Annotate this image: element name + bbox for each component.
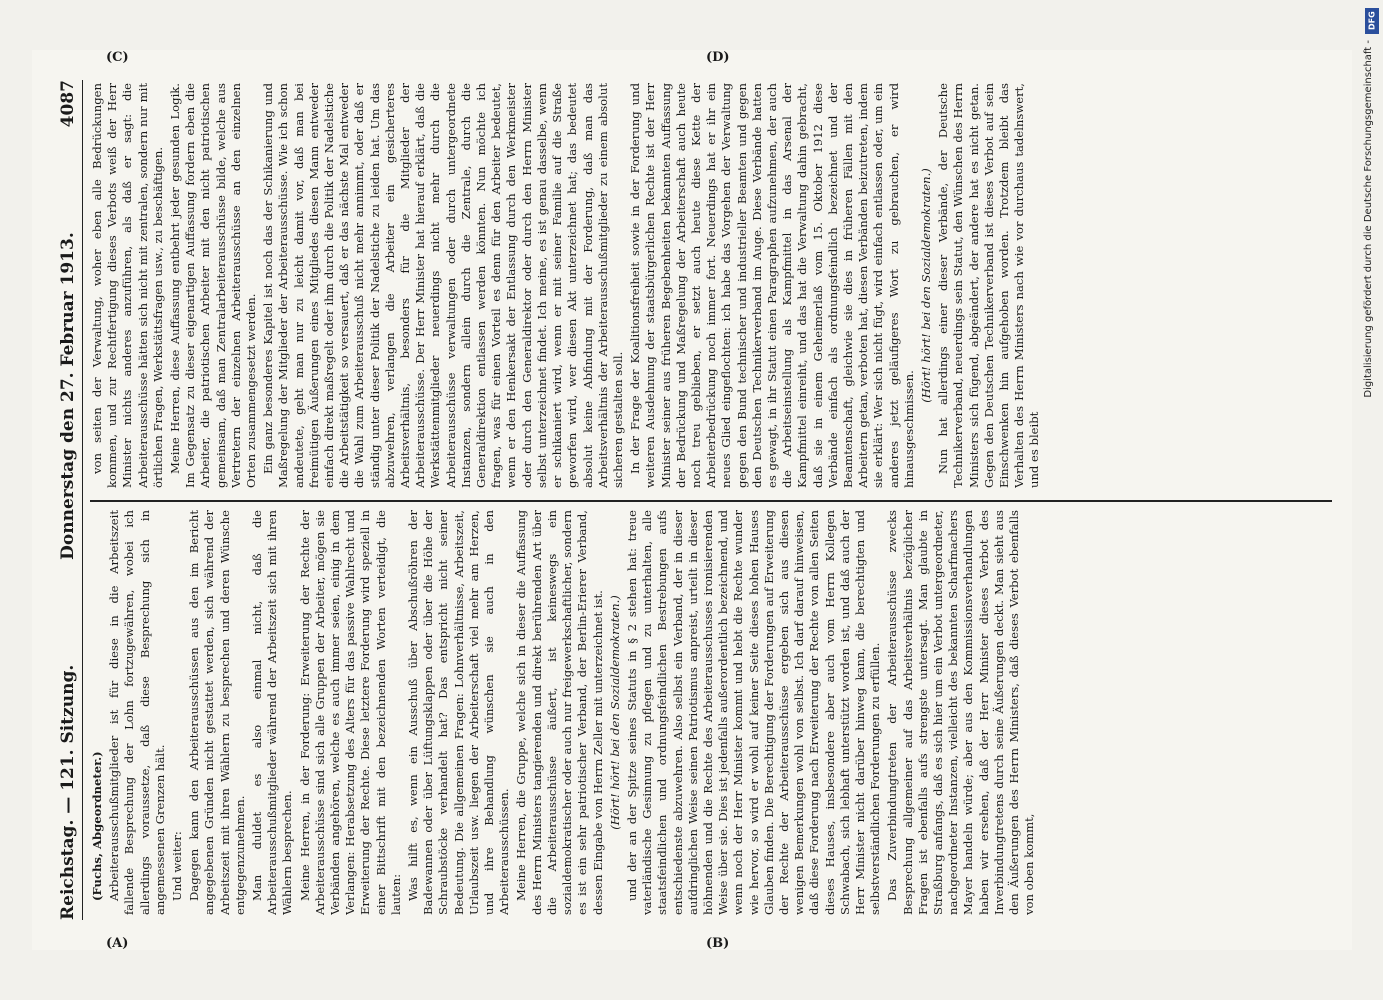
right-column-paragraph: Ein ganz besonderes Kapitel ist noch das der Schikanierung und Maßregelung der Mitglieder der Arbeiterausschüsse. Wie ich schon andeutete, geht man nur zu leicht damit vor, daß man bei freimütigen Äußerungen eines Mitgliedes diesen Mann entweder einfach direkt maßregelt oder ihm durch die Politik der Nadelstiche die Arbeitstätigkeit so versauert, daß er das nächste Mal entweder die Wahl zum Arbeiterausschuß nicht mehr annimmt, oder daß er ständig unter dieser Politik der Nadelstiche zu leiden hat. Um das abzuwehren, verlangen die Arbeiter ein gesicherteres Arbeitsverhältnis, besonders für die Mitglieder der Arbeiterausschüsse. Der Herr Minister hat hierauf erklärt, daß die Werkstättenmitglieder neuerdings nicht mehr durch die Arbeiterausschüsse verwaltungen oder durch untergeordnete Instanzen, sondern allein durch die Zentrale, durch die Generaldirektion entlassen werden könnten. Nun möchte ich fragen, was für einen Vorteil es denn für den Arbeiter bedeutet, wenn er den Henkersakt der Entlassung durch den Werkmeister oder durch den Generaldirektor oder durch den Herrn Minister selbst unterzeichnet findet. Ich meine, es ist genau dasselbe, wenn er schikaniert wird, wenn er mit seiner Familie auf die Straße geworfen wird, wer diesen Akt unterzeichnet hat; das bedeutet absolut keine Abfindung mit der Forderung, daß man das Arbeitsverhältnis der Arbeiterausschußmitglieder zu einem absolut sicheren gestalten soll. [260, 83, 625, 488]
left-column-paragraph: Arbeiterausschußmitglieder ist für diese in die Arbeitszeit fallende Besprechung der Lohn fortzugewähren, wobei ich allerdings voraussetze, daß diese Besprechung sich in angemessenen Grenzen hält. [106, 510, 167, 915]
right-column-paragraph: In der Frage der Koalitionsfreiheit sowie in der Forderung und weiteren Ausdehnung der staatsbürgerlichen Rechte ist der Herr Minister seiner aus früheren Begebenheiten bekannten Auffassung der Bedrückung und Maßregelung der Arbeiterschaft auch heute noch treu geblieben, er setzt auch heute diese Kette der Arbeiterbedrückung noch immer fort. Neuerdings hat er ihr ein neues Glied eingeflochten: ich habe das Vorgehen der Verwaltung gegen den Bund technischer und industrieller Beamten und gegen den Deutschen Technikerverband im Auge. Diese Verbände hatten es gewagt, in ihr Statut einen Paragraphen aufzunehmen, der auch die Arbeitseinstellung als Kampfmittel in das Arsenal der Kampfmittel einreiht, und das hat die Verwaltung dahin gebracht, daß sie in einem Geheimerlaß vom 15. Oktober 1912 diese Verbände einfach als ordnungsfeindlich bezeichnet und der Beamtenschaft, gleichwie sie dies in früheren Fällen mit den Arbeitern getan, verboten hat, diesen Verbänden beizutreten, indem sie erklärt: Wer sich nicht fügt, wird einfach entlassen oder, um ein anderes jetzt geläufigeres Wort zu gebrauchen, er wird hinausgeschmissen. [627, 83, 916, 488]
digitization-sidebar [1361, 0, 1383, 1000]
margin-marker-c: (C) [106, 50, 129, 65]
page-header [50, 80, 83, 920]
left-column-paragraph: Das Zuverbindungtreten der Arbeiterausschüsse zwecks Besprechung allgemeiner auf das Arbeitsverhältnis bezüglicher Fragen ist ebenfalls aufs strengste untersagt. Man glaubte in Straßburg anfangs, daß es sich hier um ein Verbot untergeordneter, nachgeordneter Instanzen, vielleicht des bekannten Scharfmachers Mayer handeln würde; aber aus den Kommissionsverhandlungen haben wir ersehen, daß der Herr Minister dieses Verbot des Inverbindungtretens durch seine Äußerungen deckt. Man sieht aus den Äußerungen des Herrn Ministers, daß dieses Verbot ebenfalls von oben kommt, [884, 510, 1036, 915]
margin-marker-b: (B) [706, 936, 730, 951]
left-column-paragraph: (Hört! hört! bei den Sozialdemokraten.) [607, 595, 622, 830]
rotated-page [32, 50, 1352, 950]
header-page-number: 4087 [57, 80, 78, 128]
left-column-paragraph: Meine Herren, in der Forderung: Erweiterung der Rechte der Arbeiterausschüsse sind sich alle Gruppen der Arbeiter, mögen sie Verbänden angehören, welche es auch immer seien, einig in dem Verlangen: Herabsetzung des Alters für das passive Wahlrecht und Erweiterung der Rechte. Diese letztere Forderung wird speziell in einer Bittschrift mit den bezeichnenden Worten verteidigt, die lauten: [297, 510, 403, 915]
margin-marker-a: (A) [106, 936, 129, 951]
left-column [90, 510, 1332, 915]
left-column-paragraph: Und weiter: [169, 831, 184, 901]
column-divider [90, 501, 1332, 503]
header-date: Donnerstag den 27. Februar 1913. [57, 232, 78, 560]
left-column-paragraph: und der an der Spitze seines Statuts in § 2 stehen hat: treue vaterländische Gesinnung zu pflegen und zu unterhalten, alle staatsfeindlichen und ordnungsfeindlichen Bestrebungen aufs entschiedenste abzuwehren. Also selbst ein Verband, der in dieser aufdringlichen Weise seinen Patriotismus anpreist, urteilt in dieser höhnenden und die Rechte des Arbeiterausschusses ironisierenden Weise über sie. Dies ist jedenfalls außerordentlich bezeichnend, und wenn noch der Herr Minister kommt und hebt die Rechte wunder wie hervor, so wird er wohl auf keiner Seite dieses hohen Hauses Glauben finden. Die Berechtigung der Forderungen auf Erweiterung der Rechte der Arbeiterausschüsse ergeben sich aus diesen wenigen Bemerkungen wohl von selbst. Ich darf darauf hinweisen, daß diese Forderung nach Erweiterung der Rechte von allen Seiten dieses Hauses, insbesondere aber auch vom Herrn Kollegen Schwabach, sich lebhaft unterstützt worden ist, und daß auch der Herr Minister nicht darüber hinweg kann, die berechtigten und selbstverständlichen Forderungen zu erfüllen. [624, 510, 882, 915]
dfg-logo: DFG [1365, 8, 1379, 34]
left-column-paragraph: Was hilft es, wenn ein Ausschuß über Abschußröhren der Badewannen oder über Lüftungsklappen oder über die Höhe der Schraubstöcke verhandelt hat? Das entspricht nicht seiner Bedeutung. Die allgemeinen Fragen: Lohnverhältnisse, Arbeitszeit, Urlaubszeit usw. liegen der Arbeiterschaft viel mehr am Herzen, und ihre Behandlung wünschen sie auch in den Arbeiterausschüssen. [405, 510, 511, 915]
right-column-paragraph: Nun hat allerdings einer dieser Verbände, der Deutsche Technikerverband, neuerdings sein Statut, den Wünschen des Herrn Ministers sich fügend, abgeändert, der andere hat es nicht getan. Gegen den Deutschen Technikerverband ist dieses Verbot auf sein Einschwenken hin aufgehoben worden. Trotzdem bleibt das Verhalten des Herrn Ministers nach wie vor durchaus tadelnswert, und es bleibt [935, 83, 1041, 488]
left-column-paragraph: Man duldet es also einmal nicht, daß die Arbeiterausschußmitglieder während der Arbeitszeit sich mit ihren Wählern besprechen. [249, 510, 294, 915]
right-column-paragraph: Meine Herren, diese Auffassung entbehrt jeder gesunden Logik. Im Gegensatz zu dieser eigenartigen Auffassung fordern eben die Arbeiter, die patriotischen Arbeiter mit den nicht patriotischen gemeinsam, daß man Zentralarbeiterausschüsse bilde, welche aus Vertretern der einzelnen Arbeiterausschüsse an den einzelnen Orten zusammengesetzt werden. [167, 83, 258, 488]
margin-marker-d: (D) [706, 50, 730, 65]
header-session: Reichstag. — 121. Sitzung. [57, 664, 78, 920]
right-column-paragraph: von seiten der Verwaltung, woher eben alle Bedrückungen kommen, und zur Rechtfertigung dieses Verbots weiß der Herr Minister nichts anderes anzuführen, als daß er sagt: die Arbeiterausschüsse hätten sich nicht mit zentralen, sondern nur mit örtlichen Fragen, Werkstättsfragen usw., zu beschäftigen. [89, 83, 165, 488]
left-column-paragraph: (Fuchs, Abgeordneter.) [89, 751, 104, 901]
right-column [90, 83, 1332, 488]
left-column-paragraph: Meine Herren, die Gruppe, welche sich in dieser die Auffassung des Herrn Ministers tangierenden und direkt berührenden Art über die Arbeiterausschüsse äußert, ist keineswegs ein sozialdemokratischer oder auch nur freigewerkschaftlicher, sondern es ist ein sehr patriotischer Verband, der Berlin-Erierer Verband, dessen Eingabe von Herrn Zeller mit unterzeichnet ist. [513, 510, 604, 915]
left-column-paragraph: Dagegen kann den Arbeiterausschüssen aus den im Bericht angegebenen Gründen nicht gestattet werden, sich während der Arbeitszeit mit ihren Wählern zu besprechen und deren Wünsche entgegenzunehmen. [186, 510, 247, 915]
right-column-paragraph: (Hört! hört! bei den Sozialdemokraten.) [918, 168, 933, 403]
digitization-credit: Digitalisierung gefördert durch die Deutsche Forschungsgemeinschaft - [1363, 40, 1374, 398]
